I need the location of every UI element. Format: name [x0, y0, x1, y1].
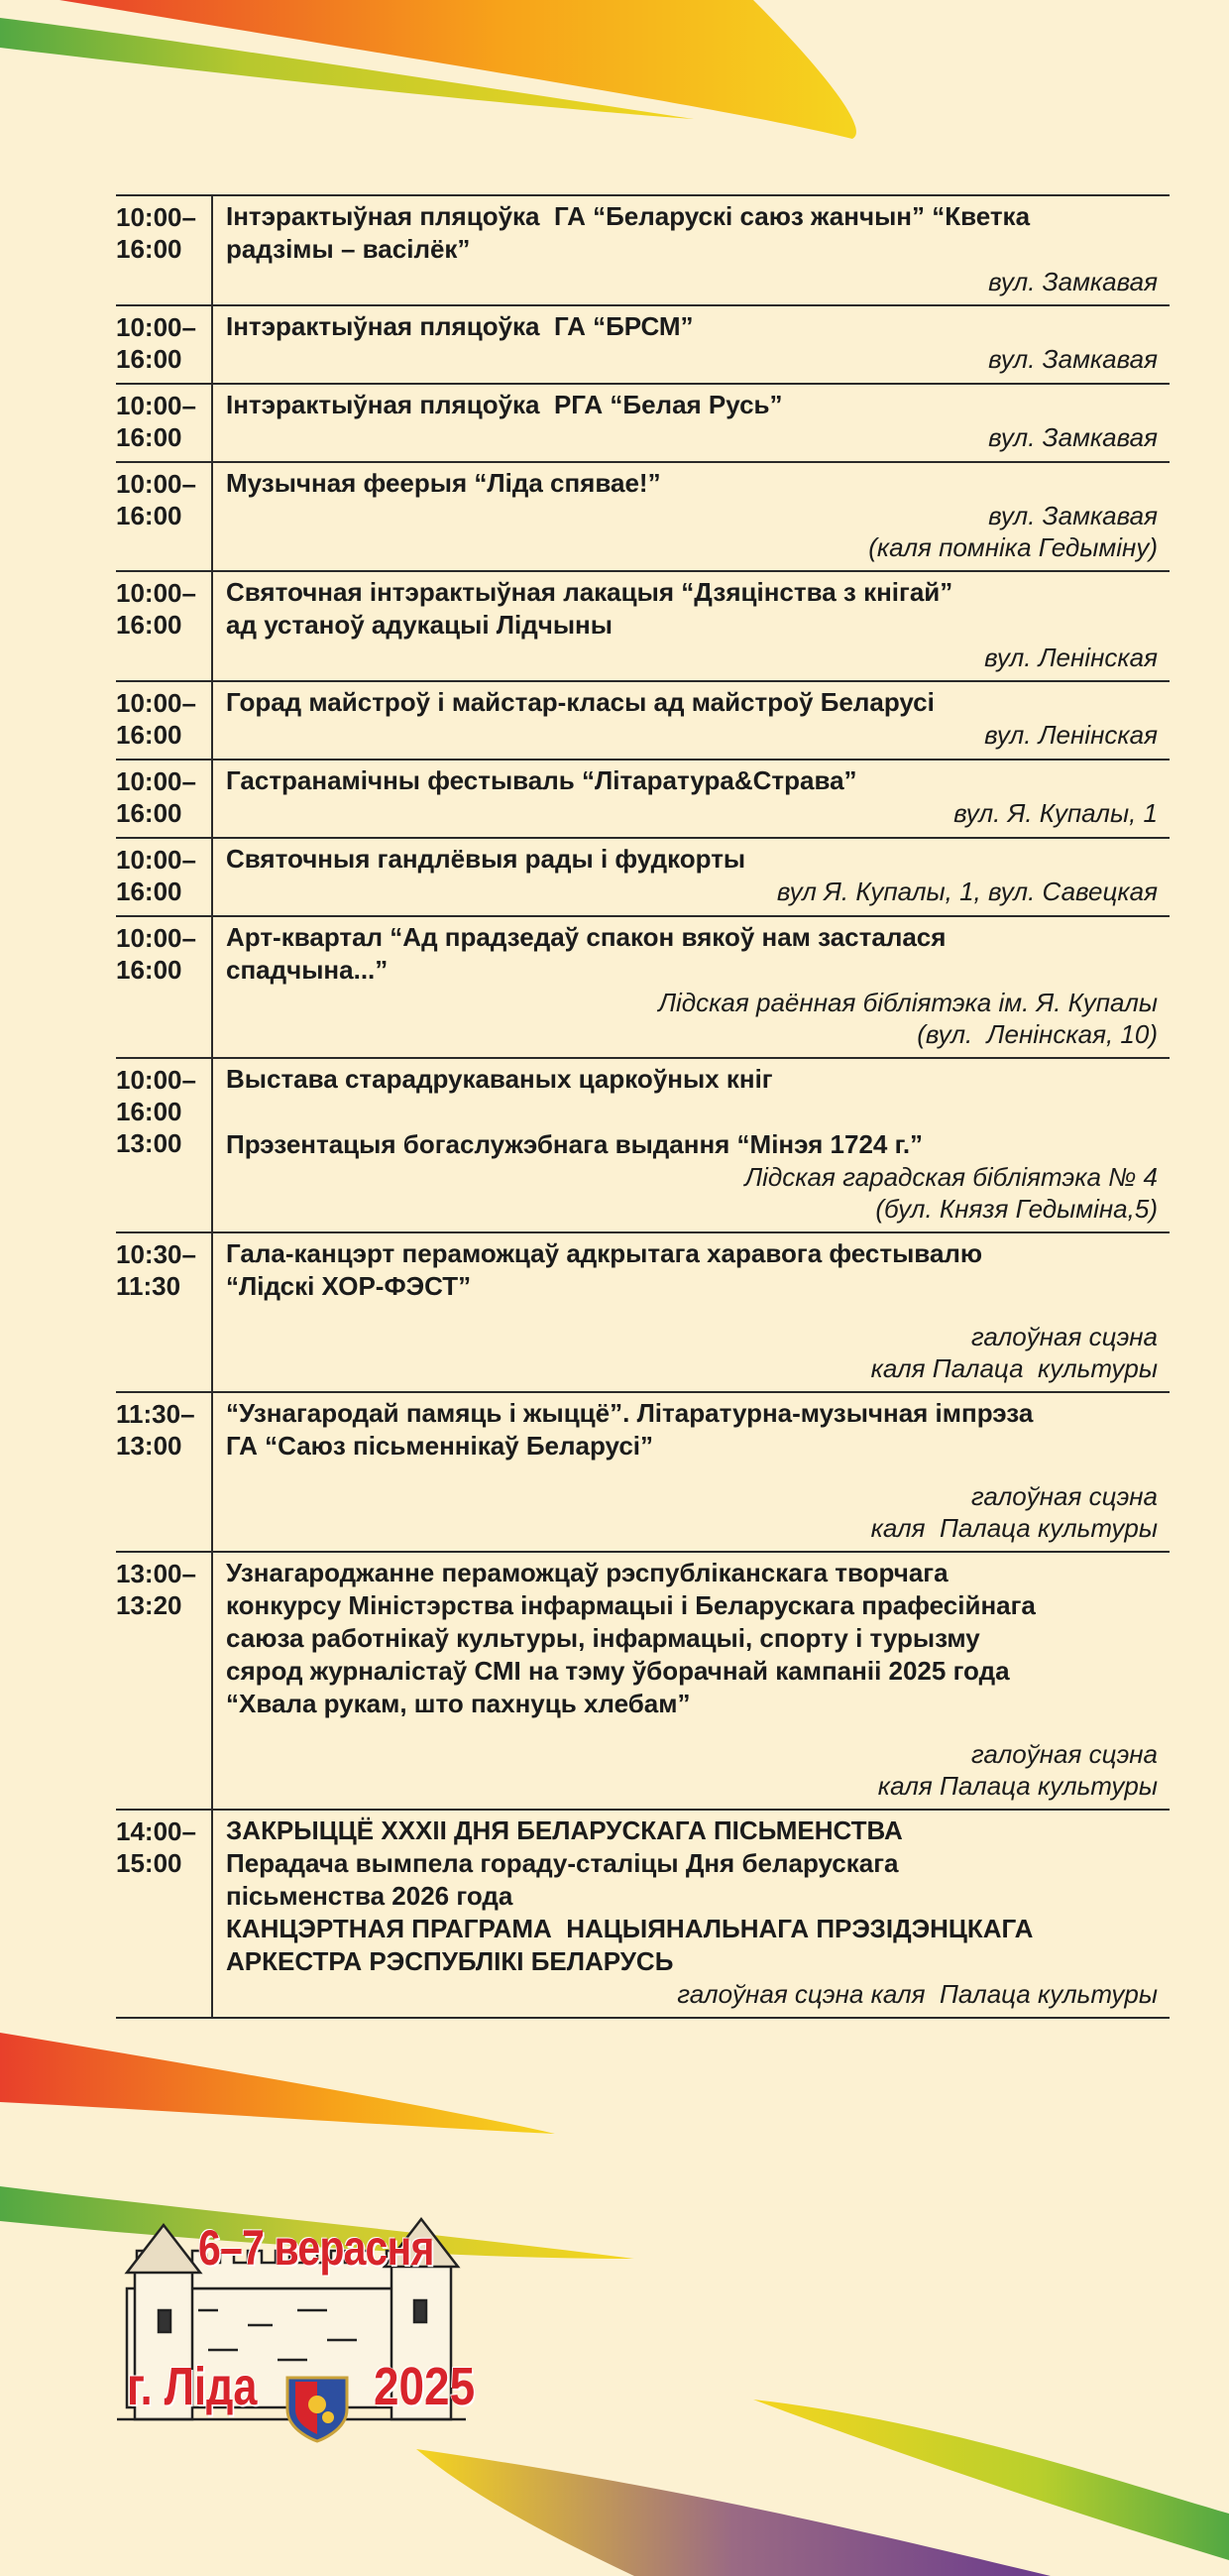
event-time-line: 16:00 [116, 422, 182, 452]
event-details [213, 1233, 1170, 1391]
event-time-line: 15:00 [116, 1848, 182, 1878]
event-title [226, 843, 1158, 876]
event-location-line: галоўная сцэна [970, 1739, 1158, 1769]
event-location [226, 987, 1158, 1050]
event-time-line: 16:00 [116, 720, 182, 750]
schedule-row [116, 917, 1170, 1059]
schedule-row [116, 463, 1170, 572]
event-title-line: ГА “Саюз пісьменнікаў Беларусі” [226, 1431, 654, 1461]
event-location-line: каля Палаца культуры [870, 1353, 1158, 1383]
event-location-line: галоўная сцэна [970, 1322, 1158, 1351]
schedule-row [116, 1059, 1170, 1233]
event-time-line: 11:30 [116, 1271, 181, 1301]
event-time-line: 16:00 [116, 344, 182, 374]
event-location-line: вул. Я. Купалы, 1 [953, 798, 1158, 828]
event-location [226, 642, 1158, 673]
event-title-line: Выстава старадрукаваных царкоўных кніг [226, 1064, 773, 1094]
event-title [226, 1815, 1158, 1978]
event-location [226, 500, 1158, 563]
event-details [213, 1553, 1170, 1809]
event-time-line: 16:00 [116, 877, 182, 906]
event-title-line: Гастранамічны фестываль “Літаратура&Страва” [226, 765, 857, 795]
event-title-line: пісьменства 2026 года [226, 1881, 513, 1911]
event-title [226, 200, 1158, 266]
schedule-row [116, 1811, 1170, 2019]
event-title [226, 576, 1158, 642]
event-location-line: вул. Ленінская [984, 720, 1158, 750]
event-time [116, 306, 213, 383]
event-time-line: 10:00– [116, 312, 196, 342]
event-details [213, 572, 1170, 680]
event-time [116, 1553, 213, 1809]
event-time-line: 16:00 [116, 1097, 182, 1126]
event-time-line: 10:00– [116, 766, 196, 796]
event-time-line: 10:00– [116, 845, 196, 875]
event-title-line: Святочная інтэрактыўная лакацыя “Дзяцінства з кнігай” [226, 577, 953, 607]
schedule-row [116, 839, 1170, 917]
event-details [213, 1393, 1170, 1551]
event-title-line [226, 1096, 1158, 1128]
event-location-line: каля Палаца культуры [877, 1771, 1158, 1801]
event-location-line: вул. Замкавая [988, 344, 1158, 374]
event-title-line: Гала-канцэрт пераможцаў адкрытага харавога фестывалю [226, 1238, 983, 1268]
event-time-line: 13:20 [116, 1590, 182, 1620]
event-time [116, 385, 213, 461]
schedule-row [116, 1233, 1170, 1393]
logo-year: 2025 [374, 2357, 476, 2416]
event-time-line: 10:00– [116, 469, 196, 499]
event-title [226, 686, 1158, 719]
event-time-line: 13:00 [116, 1128, 182, 1158]
event-time [116, 839, 213, 915]
event-time [116, 917, 213, 1057]
event-title-line: сярод журналістаў СМІ на тэму ўборачнай кампаніі 2025 года [226, 1656, 1010, 1686]
event-location [226, 1161, 1158, 1225]
event-title-line: “Узнагародай памяць і жыццё”. Літаратурна-музычная імпрэза [226, 1398, 1034, 1428]
event-title-line: Узнагароджанне пераможцаў рэспубліканскага творчага [226, 1558, 949, 1587]
event-title [226, 1557, 1158, 1720]
event-location-line: вул. Замкавая [988, 422, 1158, 452]
event-title-line: спадчына...” [226, 955, 389, 985]
event-location-line: (вул. Ленінская, 10) [917, 1019, 1158, 1049]
event-time [116, 1233, 213, 1391]
event-time-line: 13:00 [116, 1431, 182, 1461]
event-location [226, 876, 1158, 907]
event-location-line: вул Я. Купалы, 1, вул. Савецкая [776, 877, 1158, 906]
event-title-line: “Лідскі ХОР-ФЭСТ” [226, 1271, 472, 1301]
event-title [226, 1063, 1158, 1161]
event-title-line: “Хвала рукам, што пахнуць хлебам” [226, 1689, 691, 1718]
event-location [226, 421, 1158, 453]
event-details [213, 761, 1170, 837]
event-location-line: (бул. Князя Гедыміна,5) [875, 1194, 1158, 1224]
event-time-line: 10:00– [116, 688, 196, 718]
event-location [226, 797, 1158, 829]
event-title-line: Інтэрактыўная пляцоўка ГА “Беларускі саюз жанчын” “Кветка [226, 201, 1031, 231]
event-time-line: 16:00 [116, 955, 182, 985]
logo-city: г. Ліда [127, 2357, 258, 2416]
schedule-row [116, 1553, 1170, 1811]
event-time-line: 10:00– [116, 578, 196, 608]
event-location-line: Лідская раённая бібліятэка ім. Я. Купалы [658, 988, 1158, 1017]
event-title-line: Перадача вымпела гораду-сталіцы Дня беларускага [226, 1848, 899, 1878]
event-time-line: 10:00– [116, 202, 196, 232]
event-title [226, 1397, 1158, 1463]
event-location-line: галоўная сцэна [970, 1481, 1158, 1511]
schedule-row [116, 682, 1170, 761]
event-title [226, 764, 1158, 797]
event-title [226, 310, 1158, 343]
event-title [226, 467, 1158, 500]
event-details [213, 1059, 1170, 1231]
logo-dates: 6–7 верасня [198, 2220, 434, 2276]
event-title-line: ЗАКРЫЦЦЁ ХХХІІ ДНЯ БЕЛАРУСКАГА ПІСЬМЕНСТВА [226, 1815, 903, 1845]
event-time [116, 682, 213, 759]
event-details [213, 385, 1170, 461]
event-title-line: Інтэрактыўная пляцоўка РГА “Белая Русь” [226, 390, 783, 419]
event-details [213, 1811, 1170, 2017]
schedule-row [116, 196, 1170, 306]
event-title-line: Святочныя гандлёвыя рады і фудкорты [226, 844, 746, 874]
event-location-line: (каля помніка Гедыміну) [868, 532, 1158, 562]
event-location-line: вул. Ленінская [984, 643, 1158, 672]
schedule-row [116, 385, 1170, 463]
event-time [116, 761, 213, 837]
event-time-line: 10:00– [116, 391, 196, 420]
schedule-row [116, 1393, 1170, 1553]
schedule-row [116, 761, 1170, 839]
event-location [226, 1480, 1158, 1544]
event-location [226, 266, 1158, 297]
event-time [116, 1393, 213, 1551]
event-time-line: 16:00 [116, 798, 182, 828]
event-location-line: вул. Замкавая [988, 501, 1158, 530]
event-title [226, 1237, 1158, 1303]
event-location [226, 719, 1158, 751]
event-location-line: каля Палаца культуры [870, 1513, 1158, 1543]
event-details [213, 306, 1170, 383]
coat-of-arms-icon [287, 2378, 347, 2441]
event-time [116, 1811, 213, 2017]
schedule-row [116, 306, 1170, 385]
event-title-line: Інтэрактыўная пляцоўка ГА “БРСМ” [226, 311, 694, 341]
event-time [116, 196, 213, 304]
schedule-row [116, 572, 1170, 682]
event-details [213, 917, 1170, 1057]
event-title-line: саюза работнікаў культуры, інфармацыі, спорту і турызму [226, 1623, 980, 1653]
event-details [213, 463, 1170, 570]
event-location [226, 1321, 1158, 1384]
event-title-line: радзімы – васілёк” [226, 234, 471, 264]
event-details [213, 196, 1170, 304]
event-time [116, 463, 213, 570]
event-time-line: 16:00 [116, 501, 182, 530]
event-title-line: Прэзентацыя богаслужэбнага выдання “Мінэя 1724 г.” [226, 1129, 924, 1159]
event-time-line: 11:30– [116, 1399, 195, 1429]
event-title-line: Музычная феерыя “Ліда спявае!” [226, 468, 661, 498]
event-details [213, 682, 1170, 759]
event-time-line: 10:00– [116, 1065, 196, 1095]
event-time-line: 13:00– [116, 1559, 196, 1588]
event-title-line: конкурсу Міністэрства інфармацыі і Беларускага прафесійнага [226, 1590, 1036, 1620]
event-time-line: 16:00 [116, 234, 182, 264]
event-title-line: Горад майстроў і майстар-класы ад майстроў Беларусі [226, 687, 935, 717]
event-time-line: 10:30– [116, 1239, 196, 1269]
event-time-line: 16:00 [116, 610, 182, 640]
event-location-line: галоўная сцэна каля Палаца культуры [677, 1979, 1158, 2009]
event-time-line: 14:00– [116, 1816, 196, 1846]
event-time [116, 1059, 213, 1231]
event-title-line: ад устаноў адукацыі Лідчыны [226, 610, 613, 640]
event-schedule [116, 194, 1170, 2019]
event-location [226, 1738, 1158, 1802]
event-time-line: 10:00– [116, 923, 196, 953]
event-title-line: АРКЕСТРА РЭСПУБЛІКІ БЕЛАРУСЬ [226, 1946, 674, 1976]
event-location [226, 343, 1158, 375]
event-title-line: КАНЦЭРТНАЯ ПРАГРАМА НАЦЫЯНАЛЬНАГА ПРЭЗІДЭНЦКАГА [226, 1914, 1034, 1943]
event-title [226, 921, 1158, 987]
event-location-line: Лідская гарадская бібліятэка № 4 [744, 1162, 1158, 1192]
event-title-line: Арт-квартал “Ад прадзедаў спакон вякоў нам засталася [226, 922, 947, 952]
event-location-line: вул. Замкавая [988, 267, 1158, 296]
event-title [226, 389, 1158, 421]
event-details [213, 839, 1170, 915]
event-time [116, 572, 213, 680]
event-location [226, 1978, 1158, 2010]
